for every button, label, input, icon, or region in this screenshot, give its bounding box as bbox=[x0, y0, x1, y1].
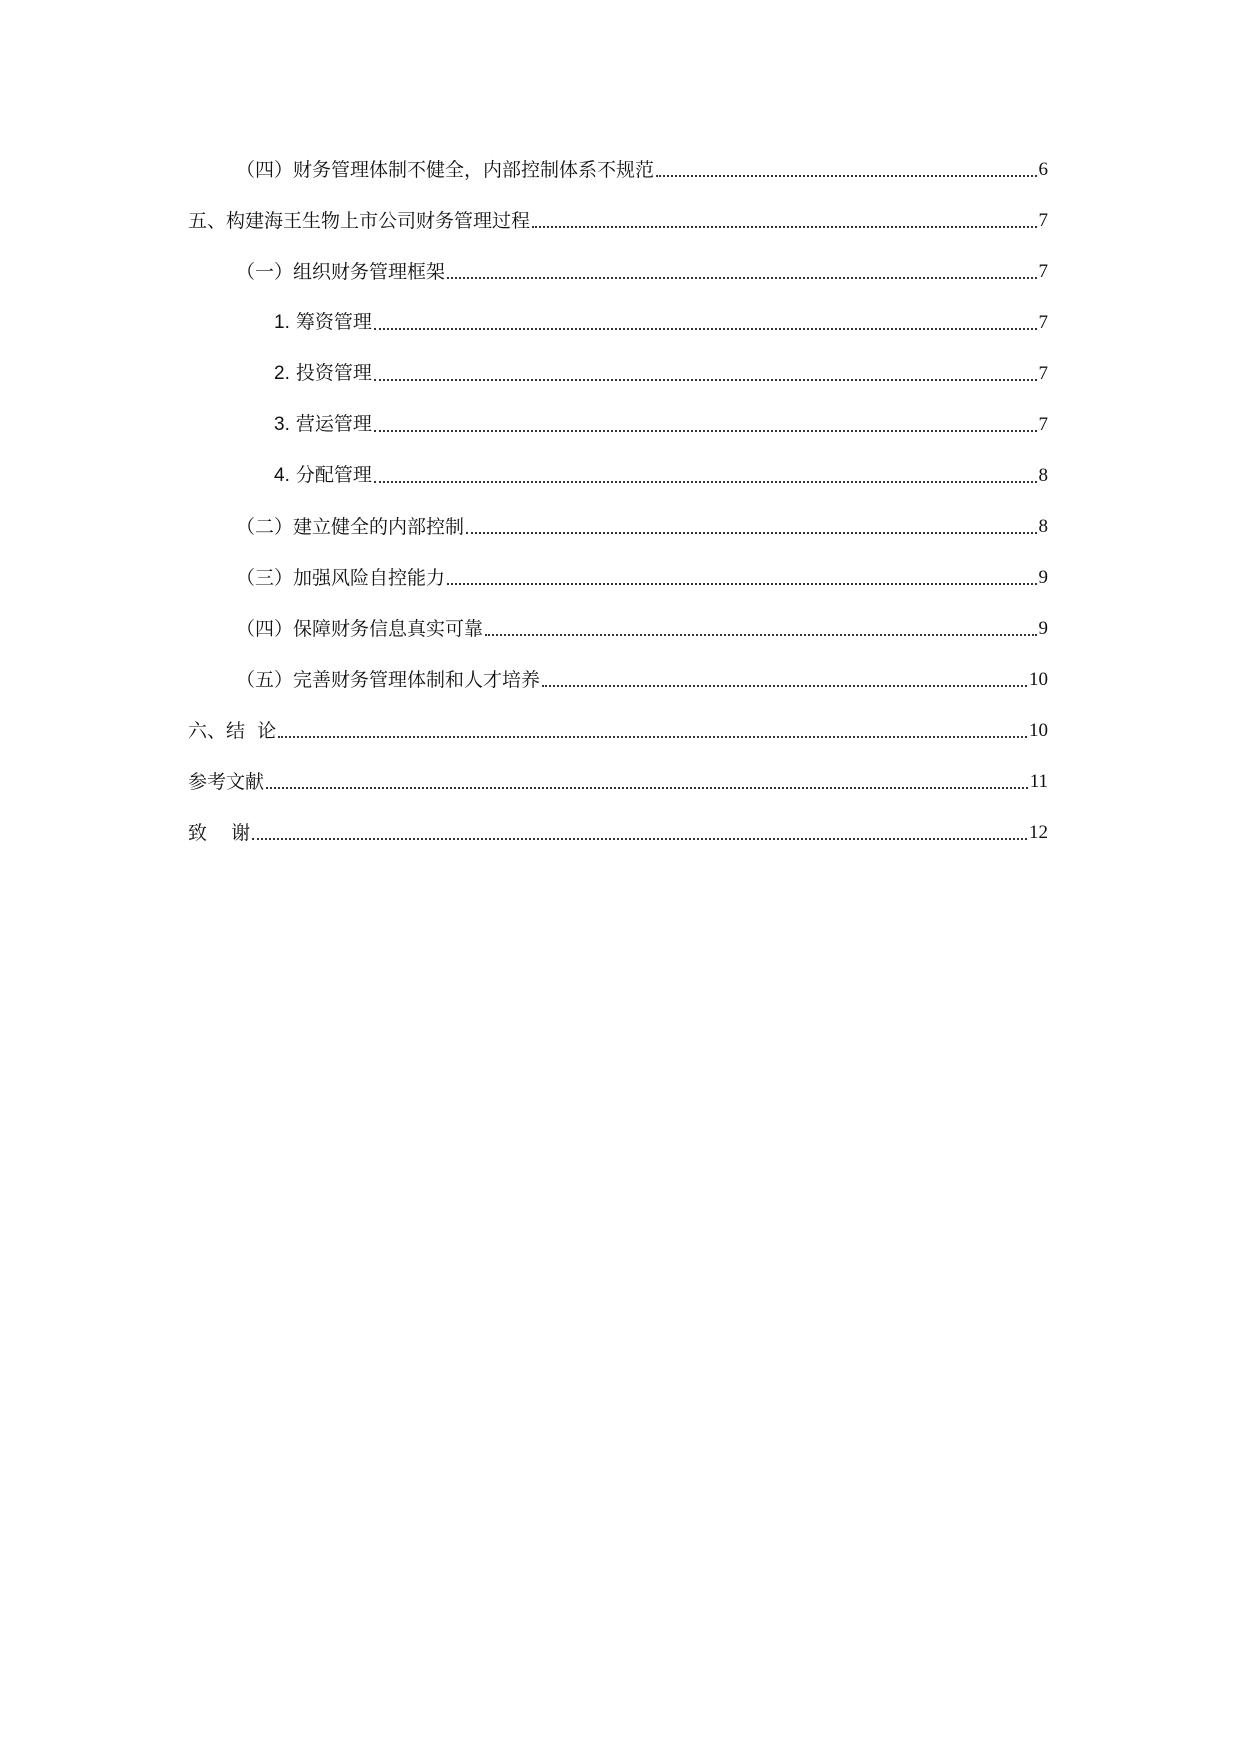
toc-entry-label: 致 谢 bbox=[188, 822, 251, 844]
toc-entry-page: 6 bbox=[1038, 159, 1048, 180]
toc-dot-leader bbox=[485, 634, 1036, 636]
toc-dot-leader bbox=[278, 736, 1027, 738]
toc-entry-label: （四）保障财务信息真实可靠 bbox=[236, 618, 484, 640]
toc-dot-leader bbox=[252, 838, 1027, 840]
toc-entry-page: 7 bbox=[1038, 414, 1048, 435]
toc-entry[interactable] bbox=[274, 308, 1048, 338]
toc-entry[interactable] bbox=[188, 767, 1048, 797]
toc-entry[interactable] bbox=[236, 563, 1048, 593]
toc-entry-label bbox=[274, 460, 374, 491]
toc-dot-leader bbox=[466, 532, 1036, 534]
toc-entry[interactable] bbox=[274, 359, 1048, 389]
toc-entry-text: 分配管理 bbox=[295, 464, 372, 486]
toc-entry-text: 投资管理 bbox=[295, 362, 372, 384]
toc-entry-page: 9 bbox=[1038, 618, 1048, 639]
toc-dot-leader bbox=[374, 481, 1037, 483]
toc-entry-page: 8 bbox=[1038, 465, 1048, 486]
toc-dot-leader bbox=[656, 175, 1036, 177]
toc-entry-label: （二）建立健全的内部控制 bbox=[236, 516, 465, 538]
toc-entry-page: 12 bbox=[1029, 822, 1048, 843]
toc-dot-leader bbox=[542, 685, 1027, 687]
toc-entry[interactable] bbox=[188, 818, 1048, 848]
toc-entry[interactable] bbox=[236, 614, 1048, 644]
toc-entry-page: 7 bbox=[1038, 363, 1048, 384]
toc-entry-label: 参考文献 bbox=[188, 771, 265, 793]
toc-dot-leader bbox=[447, 583, 1036, 585]
toc-entry[interactable] bbox=[188, 206, 1048, 236]
toc-entry-label: （一）组织财务管理框架 bbox=[236, 261, 446, 283]
toc-entry-page: 10 bbox=[1029, 669, 1048, 690]
toc-entry-label: （四）财务管理体制不健全，内部控制体系不规范 bbox=[236, 159, 655, 181]
toc-entry-label: （三）加强风险自控能力 bbox=[236, 567, 446, 589]
toc-entry-label bbox=[274, 409, 374, 440]
toc-entry-page: 10 bbox=[1029, 720, 1048, 741]
toc-dot-leader bbox=[374, 328, 1037, 330]
toc-entry[interactable] bbox=[236, 512, 1048, 542]
toc-entry[interactable] bbox=[274, 410, 1048, 440]
toc-dot-leader bbox=[266, 787, 1028, 789]
toc-entry-label: 五、构建海王生物上市公司财务管理过程 bbox=[188, 210, 531, 232]
toc-entry-page: 8 bbox=[1038, 516, 1048, 537]
toc-entry-page: 7 bbox=[1038, 312, 1048, 333]
toc-entry-page: 7 bbox=[1038, 261, 1048, 282]
toc-entry-number: 1. bbox=[274, 312, 290, 333]
toc-dot-leader bbox=[447, 277, 1036, 279]
toc-entry[interactable] bbox=[188, 716, 1048, 746]
toc-entry-number: 4. bbox=[274, 465, 290, 486]
toc-entry-label: （五）完善财务管理体制和人才培养 bbox=[236, 669, 541, 691]
toc-dot-leader bbox=[374, 379, 1037, 381]
toc-entry-label bbox=[274, 307, 374, 338]
toc-entry-number: 3. bbox=[274, 414, 290, 435]
toc-entry-label bbox=[274, 358, 374, 389]
toc-entry-page: 7 bbox=[1038, 210, 1048, 231]
toc-entry-text: 营运管理 bbox=[295, 413, 372, 435]
toc-entry-number: 2. bbox=[274, 363, 290, 384]
toc-dot-leader bbox=[374, 430, 1037, 432]
toc-entry[interactable] bbox=[236, 257, 1048, 287]
toc-entry-page: 11 bbox=[1029, 771, 1048, 792]
toc-entry-text: 筹资管理 bbox=[295, 311, 372, 333]
toc-entry-page: 9 bbox=[1038, 567, 1048, 588]
toc-entry-label: 六、结 论 bbox=[188, 720, 277, 742]
toc-dot-leader bbox=[532, 226, 1036, 228]
toc-entry[interactable] bbox=[274, 461, 1048, 491]
toc-entry[interactable] bbox=[236, 155, 1048, 185]
toc-entry[interactable] bbox=[236, 665, 1048, 695]
